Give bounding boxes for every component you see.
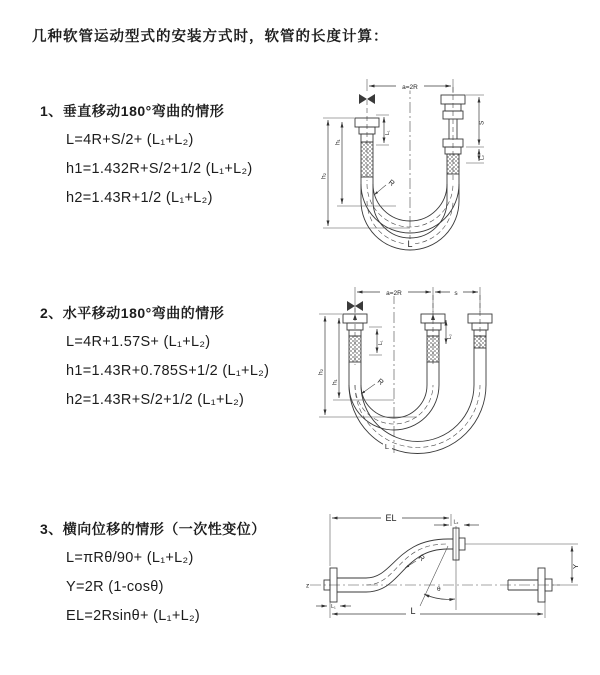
dimension-y xyxy=(465,544,580,585)
section-3 xyxy=(40,519,266,626)
dim-label-l: L xyxy=(410,606,416,616)
dim-label-l2: L₂ xyxy=(479,155,486,160)
formula-line: L=4R+1.57S+ (L₁+L₂) xyxy=(66,334,211,350)
length-label xyxy=(405,239,415,249)
section-1 xyxy=(40,101,253,208)
dimension-l1 xyxy=(376,115,391,145)
radius-callout xyxy=(374,177,397,195)
dimension-el xyxy=(330,513,451,567)
centerlines xyxy=(355,293,480,453)
theta-label: θ xyxy=(437,586,441,593)
dim-label-a2r: a=2R xyxy=(386,289,402,297)
dim-label-h1: h₁ xyxy=(334,139,342,145)
dim-label-a2r: a=2R xyxy=(402,84,418,91)
section-2-heading: 2、水平移动180°弯曲的情形 xyxy=(40,305,225,321)
centerlines xyxy=(310,526,560,610)
section-1-heading: 1、垂直移动180°弯曲的情形 xyxy=(40,103,225,119)
dimension-top xyxy=(367,79,453,93)
braid-hatch xyxy=(427,336,439,362)
dim-label-l2: L₂ xyxy=(447,334,453,339)
document-title: 几种软管运动型式的安装方式时，软管的长度计算： xyxy=(32,29,389,45)
braid-hatch xyxy=(474,336,486,348)
length-label xyxy=(383,442,392,451)
dimension-l1 xyxy=(316,604,351,610)
formula-line: EL=2Rsinθ+ (L₁+L₂) xyxy=(66,608,201,624)
section-3-heading: 3、横向位移的情形（一次性变位） xyxy=(40,521,266,537)
dim-label-h1: h₁ xyxy=(331,379,339,385)
formula-line: h2=1.43R+1/2 (L₁+L₂) xyxy=(66,190,213,206)
diagram-horizontal-180-bend xyxy=(313,285,555,460)
middle-fitting xyxy=(421,314,445,385)
upper-right-flange xyxy=(453,528,465,560)
dimension-l2 xyxy=(434,520,479,526)
formula-line: L=4R+S/2+ (L₁+L₂) xyxy=(66,132,194,148)
ref-arrow xyxy=(431,314,435,320)
radius-label: R xyxy=(416,552,427,564)
dimension-top xyxy=(355,287,480,312)
dimension-right xyxy=(466,95,486,163)
hose-arcs xyxy=(349,385,486,454)
hose-s-curve xyxy=(366,539,453,592)
formula-line: L=πRθ/90+ (L₁+L₂) xyxy=(66,550,194,566)
formula-line: h1=1.43R+0.785S+1/2 (L₁+L₂) xyxy=(66,363,270,379)
dim-label-l2: L₂ xyxy=(453,519,459,526)
section-2 xyxy=(40,303,269,410)
dim-label-s: s xyxy=(454,289,458,297)
dim-label-h2: h₂ xyxy=(317,368,325,375)
braid-hatch xyxy=(361,142,373,177)
diagram-vertical-180-bend xyxy=(316,73,546,257)
radius-label: R xyxy=(375,376,386,387)
braid-hatch xyxy=(447,154,459,174)
centerlines xyxy=(367,83,453,249)
formula-line: h1=1.432R+S/2+1/2 (L₁+L₂) xyxy=(66,161,253,177)
right-fitting xyxy=(468,314,492,385)
dimension-left xyxy=(318,314,436,417)
dim-label-el: EL xyxy=(385,513,397,523)
dim-label-h2: h₂ xyxy=(320,172,328,179)
dim-label-l1: L₁ xyxy=(331,604,336,610)
braid-hatch xyxy=(349,336,361,362)
formula-line: h2=1.43R+S/2+1/2 (L₁+L₂) xyxy=(66,392,245,408)
dim-label-l1: L₁ xyxy=(385,130,391,135)
svg-text:L: L xyxy=(407,239,413,249)
formula-line: Y=2R (1-cosθ) xyxy=(66,579,164,595)
dim-label-s: S xyxy=(478,120,486,125)
radius-callout xyxy=(405,553,427,568)
svg-text:L: L xyxy=(384,442,390,451)
radius-callout xyxy=(361,376,386,394)
radius-label: R xyxy=(386,177,397,188)
position-mark-z: z xyxy=(306,582,310,590)
dim-label-l1: L₁ xyxy=(378,340,384,345)
dimension-l xyxy=(330,602,545,618)
ref-arrow xyxy=(353,314,357,320)
dimension-l2 xyxy=(446,320,453,344)
dimension-l1 xyxy=(369,327,384,355)
dim-label-y: Y xyxy=(571,563,580,569)
diagram-lateral-displacement xyxy=(298,506,592,646)
